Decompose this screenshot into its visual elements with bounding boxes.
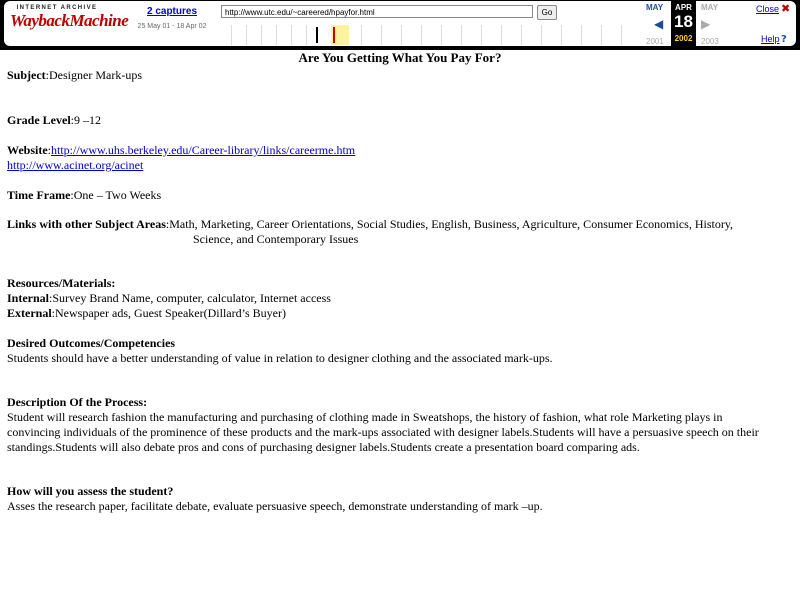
- prev-arrow-icon[interactable]: ◀: [654, 17, 664, 31]
- internal-value: Survey Brand Name, computer, calculator, Internet access: [52, 291, 331, 305]
- go-button[interactable]: Go: [537, 5, 557, 20]
- next-year-label: 2003: [701, 37, 719, 46]
- links-line: Links with other Subject Areas:Math, Marketing, Career Orientations, Social Studies, English, Business, Agriculture, Consumer Economics, History,: [7, 217, 734, 231]
- wayback-logo[interactable]: [10, 5, 129, 43]
- prev-year-label: 2001: [646, 37, 664, 46]
- external-value: Newspaper ads, Guest Speaker(Dillard’s Buyer): [55, 306, 286, 320]
- website-line: Website:http://www.uhs.berkeley.edu/Career-library/links/careerme.htm: [7, 143, 356, 157]
- external-line: External:Newspaper ads, Guest Speaker(Dillard’s Buyer): [7, 306, 286, 320]
- subject-value: Designer Mark-ups: [49, 68, 142, 82]
- external-label: External: [7, 306, 52, 320]
- help-icon[interactable]: ?: [781, 34, 787, 45]
- grade-value: 9 –12: [74, 113, 101, 127]
- close-link[interactable]: Close: [756, 4, 780, 14]
- assess-text: Asses the research paper, facilitate debate, evaluate persuasive speech, demonstrate understanding of mark –up.: [7, 499, 543, 513]
- process-line-2: convincing individuals of the prominence of these products and the mark-ups associated with designer labels.Students will have a persuasive speech on their: [7, 425, 759, 439]
- current-month: APR: [675, 3, 692, 12]
- grade-label: Grade Level: [7, 113, 71, 127]
- website-line-2: [7, 158, 143, 173]
- subject-line: Subject:Designer Mark-ups: [7, 68, 142, 82]
- internal-label: Internal: [7, 291, 49, 305]
- process-line-3: standings.Students will also debate pros and cons of purchasing designer labels.Students create a presentation board comparing ads.: [7, 440, 640, 454]
- resources-heading: Resources/Materials:: [7, 276, 116, 290]
- current-capture-mark[interactable]: [333, 27, 335, 43]
- current-day: 18: [674, 12, 693, 31]
- process-heading: Description Of the Process:: [7, 395, 148, 409]
- outcomes-heading: Desired Outcomes/Competencies: [7, 336, 176, 350]
- website-link-berkeley[interactable]: http://www.uhs.berkeley.edu/Career-library/links/careerme.htm: [51, 143, 356, 157]
- logo-main-text: WaybackMachine: [10, 11, 129, 30]
- current-date: [671, 1, 696, 46]
- captures-link[interactable]: 2 captures: [146, 6, 198, 17]
- internal-line: Internal:Survey Brand Name, computer, calculator, Internet access: [7, 291, 331, 305]
- website-label: Website: [7, 143, 48, 157]
- wayback-toolbar-panel: [4, 1, 796, 46]
- timeframe-line: Time Frame:One – Two Weeks: [7, 188, 162, 202]
- capture-timeline[interactable]: [221, 25, 641, 45]
- links-value-cont: Science, and Contemporary Issues: [193, 232, 359, 246]
- grade-line: Grade Level:9 –12: [7, 113, 101, 127]
- prev-month-link[interactable]: MAY: [646, 3, 664, 12]
- links-line-2: [193, 232, 358, 247]
- process-line-1: Student will research fashion the manufacturing and purchasing of clothing made in Sweatshops, the history of fashion, what role Marketing plays in: [7, 410, 723, 424]
- logo-top-text: INTERNET ARCHIVE: [16, 5, 98, 11]
- timeframe-label: Time Frame: [7, 188, 71, 202]
- next-arrow-icon: ▶: [701, 17, 711, 31]
- capture-mark[interactable]: [316, 27, 318, 43]
- captures-range: 25 May 01 - 18 Apr 02: [137, 23, 207, 30]
- links-label: Links with other Subject Areas: [7, 217, 166, 231]
- links-value: Math, Marketing, Career Orientations, Social Studies, English, Business, Agriculture, Consumer Economics, History,: [169, 217, 734, 231]
- captures-info: [132, 6, 212, 30]
- wayback-toolbar: [0, 0, 800, 50]
- current-year: 2002: [674, 34, 693, 43]
- close-icon[interactable]: ✖: [781, 2, 791, 15]
- assess-heading: How will you assess the student?: [7, 484, 174, 498]
- next-month-label: MAY: [701, 3, 719, 12]
- help-link[interactable]: Help: [761, 34, 780, 44]
- page-title: Are You Getting What You Pay For?: [298, 50, 502, 65]
- url-input[interactable]: http://www.utc.edu/~careered/hpayfor.html: [221, 5, 533, 18]
- timeframe-value: One – Two Weeks: [73, 188, 162, 202]
- subject-label: Subject: [7, 68, 46, 82]
- outcomes-text: Students should have a better understanding of value in relation to designer clothing and the associated mark-ups.: [7, 351, 553, 365]
- website-link-acinet[interactable]: http://www.acinet.org/acinet: [7, 158, 144, 172]
